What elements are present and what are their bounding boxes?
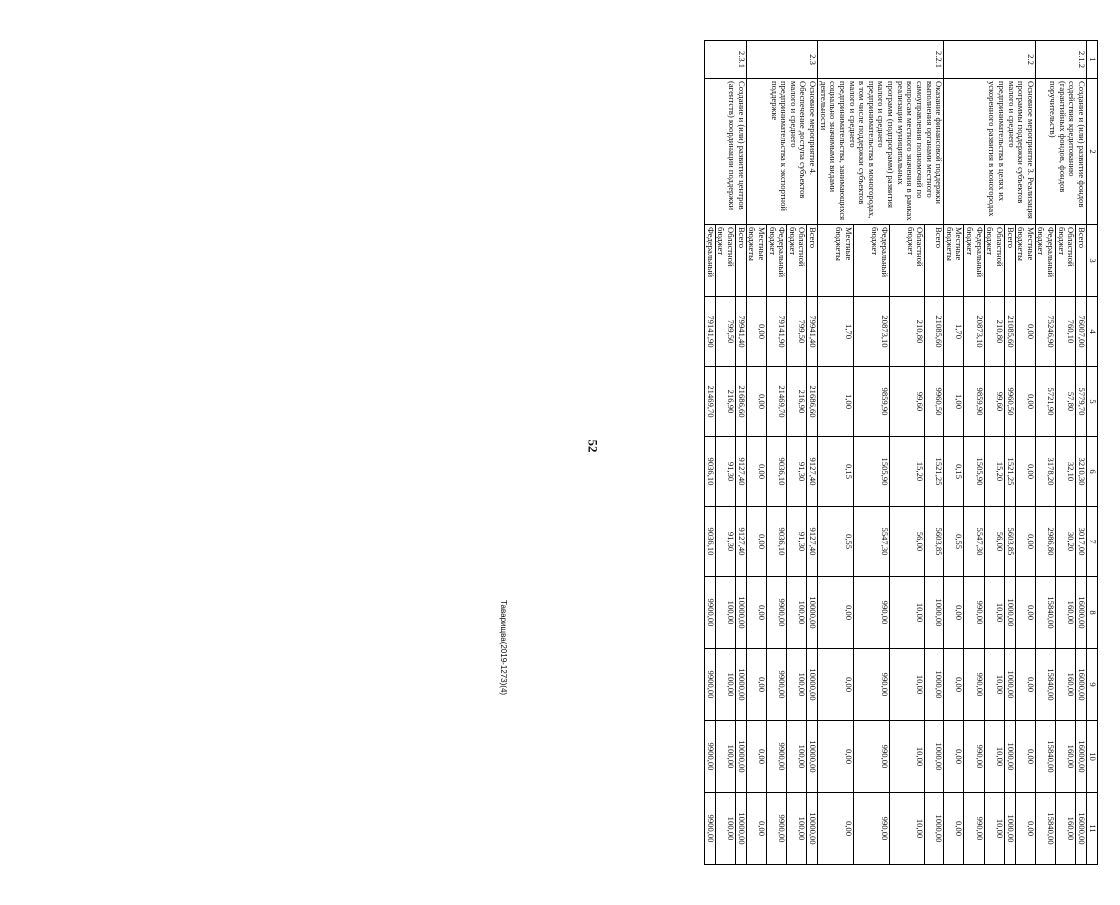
amount-cell: 160,00 (1056, 721, 1076, 793)
amount-cell: 57,80 (1056, 367, 1076, 437)
funding-source: Федеральный бюджет (964, 225, 984, 297)
amount-cell: 10000,00 (736, 721, 747, 793)
amount-cell: 10000,00 (736, 793, 747, 865)
column-header: 10 (1087, 721, 1098, 793)
amount-cell: 32,10 (1056, 437, 1076, 507)
amount-cell: 21469,70 (705, 367, 716, 437)
amount-cell: 9900,00 (705, 793, 716, 865)
amount-cell: 9900,00 (705, 721, 716, 793)
amount-cell: 160,00 (1056, 577, 1076, 649)
amount-cell: 100,00 (787, 649, 807, 721)
budget-table (704, 40, 1098, 865)
amount-cell: 9859,90 (853, 367, 889, 437)
amount-cell: 10,00 (984, 577, 1004, 649)
amount-cell: 9127,40 (807, 507, 818, 577)
amount-cell: 99,60 (889, 367, 925, 437)
funding-source: Областной бюджет (984, 225, 1004, 297)
amount-cell: 100,00 (715, 721, 735, 793)
rotated-page (480, 0, 1120, 905)
amount-cell: 1000,00 (1005, 577, 1016, 649)
amount-cell: 1,70 (818, 297, 854, 367)
amount-cell: 0,55 (818, 507, 854, 577)
amount-cell: 9036,10 (767, 507, 787, 577)
amount-cell: 91,30 (715, 507, 735, 577)
amount-cell: 0,00 (818, 649, 854, 721)
amount-cell: 9900,00 (767, 793, 787, 865)
column-header: 5 (1087, 367, 1098, 437)
amount-cell: 10000,00 (807, 577, 818, 649)
amount-cell: 9036,10 (705, 437, 716, 507)
amount-cell: 0,00 (746, 507, 766, 577)
measure-name: Основное мероприятие 3. Реализация программы поддержки субъектов малого и среднего предпринимательства в целях их ускоренного развития в моногородах (944, 79, 1036, 225)
amount-cell: 799,50 (787, 297, 807, 367)
measure-name: Оказание финансовой поддержки выполнения органами местного самоуправления полномочий по вопросам местного значения в рамках реализации муниципальных программ (подпрограмм) развития малого и среднего предпринимательства в моногородах, в том числе поддержки субъектов малого и среднего предпринимательства, занимающихся социально значимыми видами деятельности (818, 79, 944, 225)
amount-cell: 79141,90 (705, 297, 716, 367)
table-row (925, 41, 944, 865)
amount-cell: 79941,40 (807, 297, 818, 367)
funding-source: Всего (1076, 225, 1087, 297)
amount-cell: 9960,50 (1005, 367, 1016, 437)
amount-cell: 9036,10 (705, 507, 716, 577)
amount-cell: 9127,40 (736, 437, 747, 507)
amount-cell: 56,00 (889, 507, 925, 577)
amount-cell: 0,55 (944, 507, 964, 577)
footer-code: Таварищва(2019-1273)(4) (499, 600, 508, 696)
amount-cell: 0,00 (818, 793, 854, 865)
measure-name: Создание и (или) развитие центров (агентств) координации поддержки (705, 79, 747, 225)
amount-cell: 21686,60 (807, 367, 818, 437)
amount-cell: 3017,00 (1076, 507, 1087, 577)
amount-cell: 30,20 (1056, 507, 1076, 577)
amount-cell: 10,00 (889, 577, 925, 649)
amount-cell: 100,00 (715, 793, 735, 865)
amount-cell: 0,00 (1015, 793, 1035, 865)
row-code: 2.1.2 (1035, 41, 1086, 79)
amount-cell: 100,00 (715, 577, 735, 649)
amount-cell: 15840,00 (1035, 649, 1055, 721)
amount-cell: 1000,00 (1005, 793, 1016, 865)
row-code: 2.3.1 (705, 41, 747, 79)
amount-cell: 0,00 (1015, 649, 1035, 721)
amount-cell: 0,00 (818, 721, 854, 793)
measure-name: Создание и (или) развитие фондов содействия кредитованию (гарантийных фондов, фондов поручительств) (1035, 79, 1086, 225)
column-header: 6 (1087, 437, 1098, 507)
amount-cell: 10,00 (984, 649, 1004, 721)
amount-cell: 100,00 (787, 721, 807, 793)
amount-cell: 1521,25 (925, 437, 944, 507)
funding-source: Федеральный бюджет (767, 225, 787, 297)
amount-cell: 5779,70 (1076, 367, 1087, 437)
row-code: 2.2.1 (818, 41, 944, 79)
amount-cell: 0,00 (1015, 577, 1035, 649)
amount-cell: 91,30 (787, 507, 807, 577)
amount-cell: 1,70 (944, 297, 964, 367)
amount-cell: 15840,00 (1035, 793, 1055, 865)
amount-cell: 9900,00 (767, 721, 787, 793)
amount-cell: 0,00 (1015, 437, 1035, 507)
amount-cell: 160,00 (1056, 793, 1076, 865)
amount-cell: 1505,90 (853, 437, 889, 507)
column-header: 3 (1087, 225, 1098, 297)
amount-cell: 10000,00 (736, 577, 747, 649)
amount-cell: 5547,30 (853, 507, 889, 577)
amount-cell: 56,00 (984, 507, 1004, 577)
amount-cell: 16000,00 (1076, 721, 1087, 793)
funding-source: Областной бюджет (715, 225, 735, 297)
amount-cell: 99,60 (984, 367, 1004, 437)
amount-cell: 10,00 (889, 721, 925, 793)
amount-cell: 0,00 (1015, 297, 1035, 367)
amount-cell: 10,00 (889, 649, 925, 721)
funding-source: Федеральный бюджет (1035, 225, 1055, 297)
amount-cell: 20873,10 (853, 297, 889, 367)
amount-cell: 2986,80 (1035, 507, 1055, 577)
table-row (1076, 41, 1087, 865)
page-number: 52 (585, 439, 601, 453)
amount-cell: 5603,85 (1005, 507, 1016, 577)
header-row (1087, 41, 1098, 865)
funding-source: Местные бюджеты (1015, 225, 1035, 297)
row-code: 2.3 (746, 41, 817, 79)
amount-cell: 0,00 (746, 367, 766, 437)
amount-cell: 0,00 (746, 721, 766, 793)
amount-cell: 210,80 (984, 297, 1004, 367)
amount-cell: 10,00 (889, 793, 925, 865)
amount-cell: 100,00 (715, 649, 735, 721)
amount-cell: 760,10 (1056, 297, 1076, 367)
amount-cell: 3210,30 (1076, 437, 1087, 507)
amount-cell: 216,90 (715, 367, 735, 437)
funding-source: Всего (1005, 225, 1016, 297)
amount-cell: 9900,00 (767, 577, 787, 649)
amount-cell: 0,00 (746, 437, 766, 507)
amount-cell: 16000,00 (1076, 577, 1087, 649)
amount-cell: 0,00 (944, 577, 964, 649)
amount-cell: 1000,00 (1005, 721, 1016, 793)
amount-cell: 0,00 (818, 577, 854, 649)
amount-cell: 0,00 (1015, 367, 1035, 437)
amount-cell: 990,00 (964, 721, 984, 793)
amount-cell: 990,00 (853, 793, 889, 865)
amount-cell: 0,00 (1015, 721, 1035, 793)
amount-cell: 100,00 (787, 577, 807, 649)
funding-source: Федеральный бюджет (853, 225, 889, 297)
amount-cell: 9127,40 (736, 507, 747, 577)
amount-cell: 0,00 (944, 793, 964, 865)
amount-cell: 990,00 (853, 649, 889, 721)
amount-cell: 990,00 (853, 577, 889, 649)
amount-cell: 1000,00 (925, 577, 944, 649)
amount-cell: 1505,90 (964, 437, 984, 507)
amount-cell: 1000,00 (925, 721, 944, 793)
amount-cell: 1,00 (944, 367, 964, 437)
amount-cell: 5603,85 (925, 507, 944, 577)
column-header: 1 (1087, 41, 1098, 79)
funding-source: Федеральный (705, 225, 716, 297)
amount-cell: 5547,30 (964, 507, 984, 577)
amount-cell: 0,00 (746, 793, 766, 865)
amount-cell: 0,15 (818, 437, 854, 507)
amount-cell: 9036,10 (767, 437, 787, 507)
amount-cell: 15840,00 (1035, 577, 1055, 649)
amount-cell: 10000,00 (807, 649, 818, 721)
amount-cell: 9960,50 (925, 367, 944, 437)
amount-cell: 79941,40 (736, 297, 747, 367)
amount-cell: 16000,00 (1076, 649, 1087, 721)
amount-cell: 5721,90 (1035, 367, 1055, 437)
amount-cell: 210,80 (889, 297, 925, 367)
amount-cell: 0,00 (1015, 507, 1035, 577)
amount-cell: 15840,00 (1035, 721, 1055, 793)
amount-cell: 21686,60 (736, 367, 747, 437)
amount-cell: 799,50 (715, 297, 735, 367)
amount-cell: 21085,60 (1005, 297, 1016, 367)
amount-cell: 10000,00 (807, 721, 818, 793)
amount-cell: 10000,00 (807, 793, 818, 865)
amount-cell: 1000,00 (925, 793, 944, 865)
amount-cell: 990,00 (964, 793, 984, 865)
column-header: 9 (1087, 649, 1098, 721)
amount-cell: 75246,90 (1035, 297, 1055, 367)
column-header: 4 (1087, 297, 1098, 367)
row-code: 2.2 (944, 41, 1036, 79)
table-row (736, 41, 747, 865)
amount-cell: 0,00 (944, 649, 964, 721)
amount-cell: 91,30 (787, 437, 807, 507)
amount-cell: 3178,20 (1035, 437, 1055, 507)
amount-cell: 10,00 (984, 721, 1004, 793)
column-header: 8 (1087, 577, 1098, 649)
amount-cell: 1521,25 (1005, 437, 1016, 507)
amount-cell: 0,00 (746, 577, 766, 649)
amount-cell: 216,90 (787, 367, 807, 437)
amount-cell: 9859,90 (964, 367, 984, 437)
amount-cell: 21085,60 (925, 297, 944, 367)
amount-cell: 0,00 (746, 297, 766, 367)
amount-cell: 91,30 (715, 437, 735, 507)
funding-source: Областной бюджет (787, 225, 807, 297)
amount-cell: 79141,90 (767, 297, 787, 367)
amount-cell: 990,00 (853, 721, 889, 793)
amount-cell: 15,20 (889, 437, 925, 507)
measure-name: Основное мероприятие 4. Обеспечение доступа субъектов малого и среднего предпринимательства к экспортной поддержке (746, 79, 817, 225)
amount-cell: 1000,00 (1005, 649, 1016, 721)
funding-source: Местные бюджеты (746, 225, 766, 297)
amount-cell: 160,00 (1056, 649, 1076, 721)
funding-source: Всего (807, 225, 818, 297)
amount-cell: 0,15 (944, 437, 964, 507)
column-header: 11 (1087, 793, 1098, 865)
amount-cell: 9900,00 (705, 577, 716, 649)
funding-source: Всего (736, 225, 747, 297)
amount-cell: 1,00 (818, 367, 854, 437)
amount-cell: 0,00 (944, 721, 964, 793)
amount-cell: 10000,00 (736, 649, 747, 721)
amount-cell: 9900,00 (705, 649, 716, 721)
amount-cell: 16000,00 (1076, 793, 1087, 865)
amount-cell: 9127,40 (807, 437, 818, 507)
amount-cell: 9900,00 (767, 649, 787, 721)
amount-cell: 100,00 (787, 793, 807, 865)
amount-cell: 990,00 (964, 577, 984, 649)
amount-cell: 21469,70 (767, 367, 787, 437)
amount-cell: 1000,00 (925, 649, 944, 721)
table-row (807, 41, 818, 865)
amount-cell: 10,00 (984, 793, 1004, 865)
column-header: 2 (1087, 79, 1098, 225)
funding-source: Областной бюджет (889, 225, 925, 297)
funding-source: Местные бюджеты (818, 225, 854, 297)
column-header: 7 (1087, 507, 1098, 577)
amount-cell: 20873,10 (964, 297, 984, 367)
funding-source: Областной бюджет (1056, 225, 1076, 297)
amount-cell: 15,20 (984, 437, 1004, 507)
amount-cell: 0,00 (746, 649, 766, 721)
funding-source: Местные бюджеты (944, 225, 964, 297)
table-row (1015, 41, 1035, 865)
amount-cell: 76007,00 (1076, 297, 1087, 367)
funding-source: Всего (925, 225, 944, 297)
amount-cell: 990,00 (964, 649, 984, 721)
